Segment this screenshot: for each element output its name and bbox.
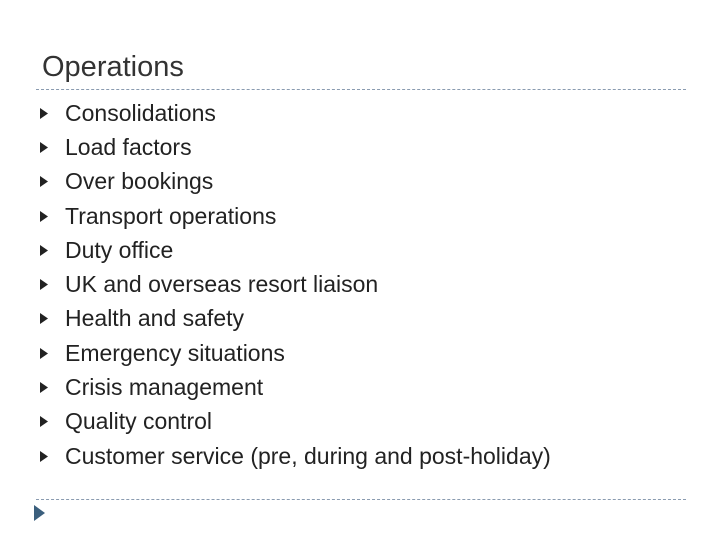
list-item bbox=[40, 199, 551, 233]
bullet-text: Health and safety bbox=[65, 305, 245, 332]
bullet-text: Over bookings bbox=[65, 168, 214, 195]
list-item bbox=[40, 267, 551, 301]
bullet-text: Load factors bbox=[65, 133, 192, 160]
bullet-text: Crisis management bbox=[65, 374, 264, 401]
footer-divider bbox=[36, 499, 686, 500]
bullet-text: Transport operations bbox=[65, 202, 277, 229]
bullet-text: Customer service (pre, during and post-holiday) bbox=[65, 442, 551, 469]
bullet-list bbox=[40, 96, 551, 473]
list-item bbox=[40, 233, 551, 267]
triangle-right-icon bbox=[40, 176, 48, 187]
list-item bbox=[40, 165, 551, 199]
triangle-right-icon bbox=[40, 382, 48, 393]
bullet-text: UK and overseas resort liaison bbox=[65, 271, 379, 298]
bullet-text: Quality control bbox=[65, 408, 213, 435]
list-item bbox=[40, 302, 551, 336]
triangle-right-icon bbox=[40, 108, 48, 119]
bullet-text: Emergency situations bbox=[65, 339, 285, 366]
triangle-right-icon bbox=[40, 416, 48, 427]
play-arrow-icon bbox=[34, 505, 45, 521]
list-item bbox=[40, 405, 551, 439]
list-item bbox=[40, 336, 551, 370]
triangle-right-icon bbox=[40, 279, 48, 290]
list-item bbox=[40, 96, 551, 130]
triangle-right-icon bbox=[40, 451, 48, 462]
triangle-right-icon bbox=[40, 313, 48, 324]
list-item bbox=[40, 439, 551, 473]
bullet-text: Consolidations bbox=[65, 99, 216, 126]
triangle-right-icon bbox=[40, 142, 48, 153]
bullet-text: Duty office bbox=[65, 236, 174, 263]
triangle-right-icon bbox=[40, 348, 48, 359]
title-divider bbox=[36, 89, 686, 90]
triangle-right-icon bbox=[40, 211, 48, 222]
list-item bbox=[40, 370, 551, 404]
triangle-right-icon bbox=[40, 245, 48, 256]
list-item bbox=[40, 130, 551, 164]
slide-title: Operations bbox=[42, 51, 184, 83]
